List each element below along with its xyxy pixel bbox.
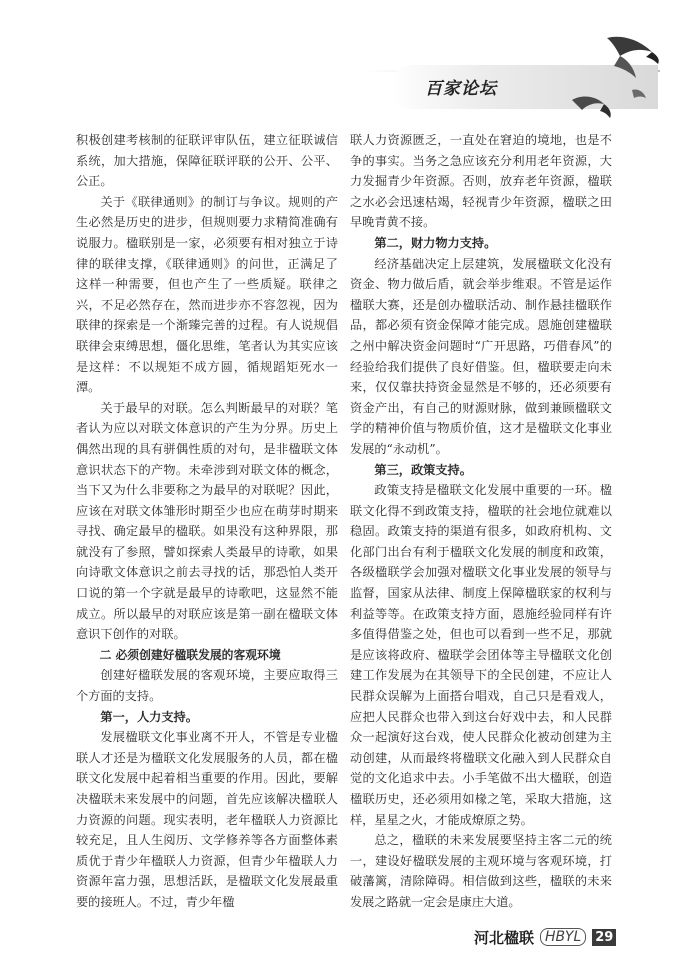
paragraph: 联人力资源匮乏，一直处在窘迫的境地，也是不争的事实。当务之急应该充分利用老年资源，大力发掘青少年资源。否则，放弃老年资源，楹联之水必会迅速枯竭，轻视青少年资源，楹联之田早晚青黄不接。 xyxy=(350,133,612,230)
subheading: 第二，财力物力支持。 xyxy=(374,235,497,250)
paragraph: 关于最早的对联。怎么判断最早的对联？笔者认为应以对联文体意识的产生为分界。历史上偶然出现的具有骈偶性质的对句，是非楹联文体意识状态下的产物。未牵涉到对联文体的概念，当下又为什么非要称之为最早的对联呢？因此，应该在对联文体雏形时期至少也应在萌芽时期来寻找、确定最早的楹联。如果没有这种界限，那就没有了参照，譬如探索人类最早的诗歌，如果向诗歌文体意识之前去寻找的话，那恐怕人类开口说的第一个字就是最早的诗歌吧，这显然不能成立。所以最早的对联应该是第一副在楹联文体意识下创作的对联。 xyxy=(76,400,338,642)
page-number: 29 xyxy=(592,929,616,946)
subheading: 第三，政策支持。 xyxy=(374,462,472,477)
section-title: 百家论坛 xyxy=(425,79,497,99)
journal-abbr: HBYL xyxy=(540,928,586,946)
journal-name: 河北楹联 xyxy=(474,928,535,947)
paragraph: 关于《联律通则》的制订与争议。规则的产生必然是历史的进步，但规则要力求精简准确有说服力。楹联别是一家，必须要有相对独立于诗律的联律支撑，《联律通则》的问世，正满足了这样一种需要，但也产生了一些质疑。联律之兴，不足必然存在，然而进步亦不容忽视，因为联律的探索是一个渐臻完善的过程。有人说规倡联律会束缚思想，僵化思维，笔者认为其实应该是这样：不以规矩不成方圆，循规蹈矩死水一潭。 xyxy=(76,194,338,395)
paragraph: 创建好楹联发展的客观环境，主要应取得三个方面的支持。 xyxy=(76,668,338,704)
paragraph: 总之，楹联的未来发展要坚持主客二元的统一，建设好楹联发展的主观环境与客观环境，打破藩篱，清除障碍。相信做到这些，楹联的未来发展之路就一定会是康庄大道。 xyxy=(350,833,612,909)
left-column xyxy=(76,130,338,913)
paragraph: 经济基础决定上层建筑，发展楹联文化没有资金、物力做后盾，就会举步维艰。不管是运作楹联大赛，还是创办楹联活动、制作悬挂楹联作品，都必须有资金保障才能完成。恩施创建楹联之州中解决资金问题时“广开思路，巧借春风”的经验给我们提供了良好借鉴。但，楹联要走向未来，仅仅靠扶持资金显然是不够的，还必须要有资金产出，有自己的财源财脉，做到兼顾楹联文学的精神价值与物质价值，这才是楹联文化事业发展的“永动机”。 xyxy=(350,256,612,456)
paragraph: 积极创建考核制的征联评审队伍，建立征联诚信系统，加大措施，保障征联评联的公开、公平、公正。 xyxy=(76,133,338,189)
page-footer xyxy=(474,926,616,948)
section-heading: 二 必须创建好楹联发展的客观环境 xyxy=(99,647,281,662)
paragraph: 政策支持是楹联文化发展中重要的一环。楹联文化得不到政策支持，楹联的社会地位就难以稳固。政策支持的渠道有很多，如政府机构、文化部门出台有利于楹联文化发展的制度和政策，各级楹联学会加强对楹联文化事业发展的领导与监督，国家从法律、制度上保障楹联家的权利与利益等等。在政策支持方面，恩施经验同样有许多值得借鉴之处，但也可以看到一些不足，那就是应该将政府、楹联学会团体等主导楹联文化创建工作发展为在其领导下的全民创建，不应让人民群众误解为上面搭台唱戏，自己只是看戏人，应把人民群众也带入到这台好戏中去，和人民群众一起演好这台戏，使人民群众化被动创建为主动创建，从而最终将楹联文化融入到人民群众自觉的文化追求中去。小手笔做不出大楹联，创造楹联历史，还必须用如椽之笔，采取大措施，这样，星星之火，才能成燎原之势。 xyxy=(350,483,612,827)
subheading: 第一，人力支持。 xyxy=(100,709,198,724)
ink-fish-decoration xyxy=(512,30,662,125)
right-column xyxy=(350,130,612,913)
paragraph: 发展楹联文化事业离不开人，不管是专业楹联人才还是为楹联文化发展服务的人员，都在楹联文化发展中起着相当重要的作用。因此，要解决楹联未来发展中的问题，首先应该解决楹联人力资源的问题。现实表明，老年楹联人力资源比较充足，且人生阅历、文学修养等各方面整体素质优于青少年楹联人力资源，但青少年楹联人力资源年富力强，思想活跃，是楹联文化发展最重要的接班人。不过，青少年楹 xyxy=(76,730,338,909)
